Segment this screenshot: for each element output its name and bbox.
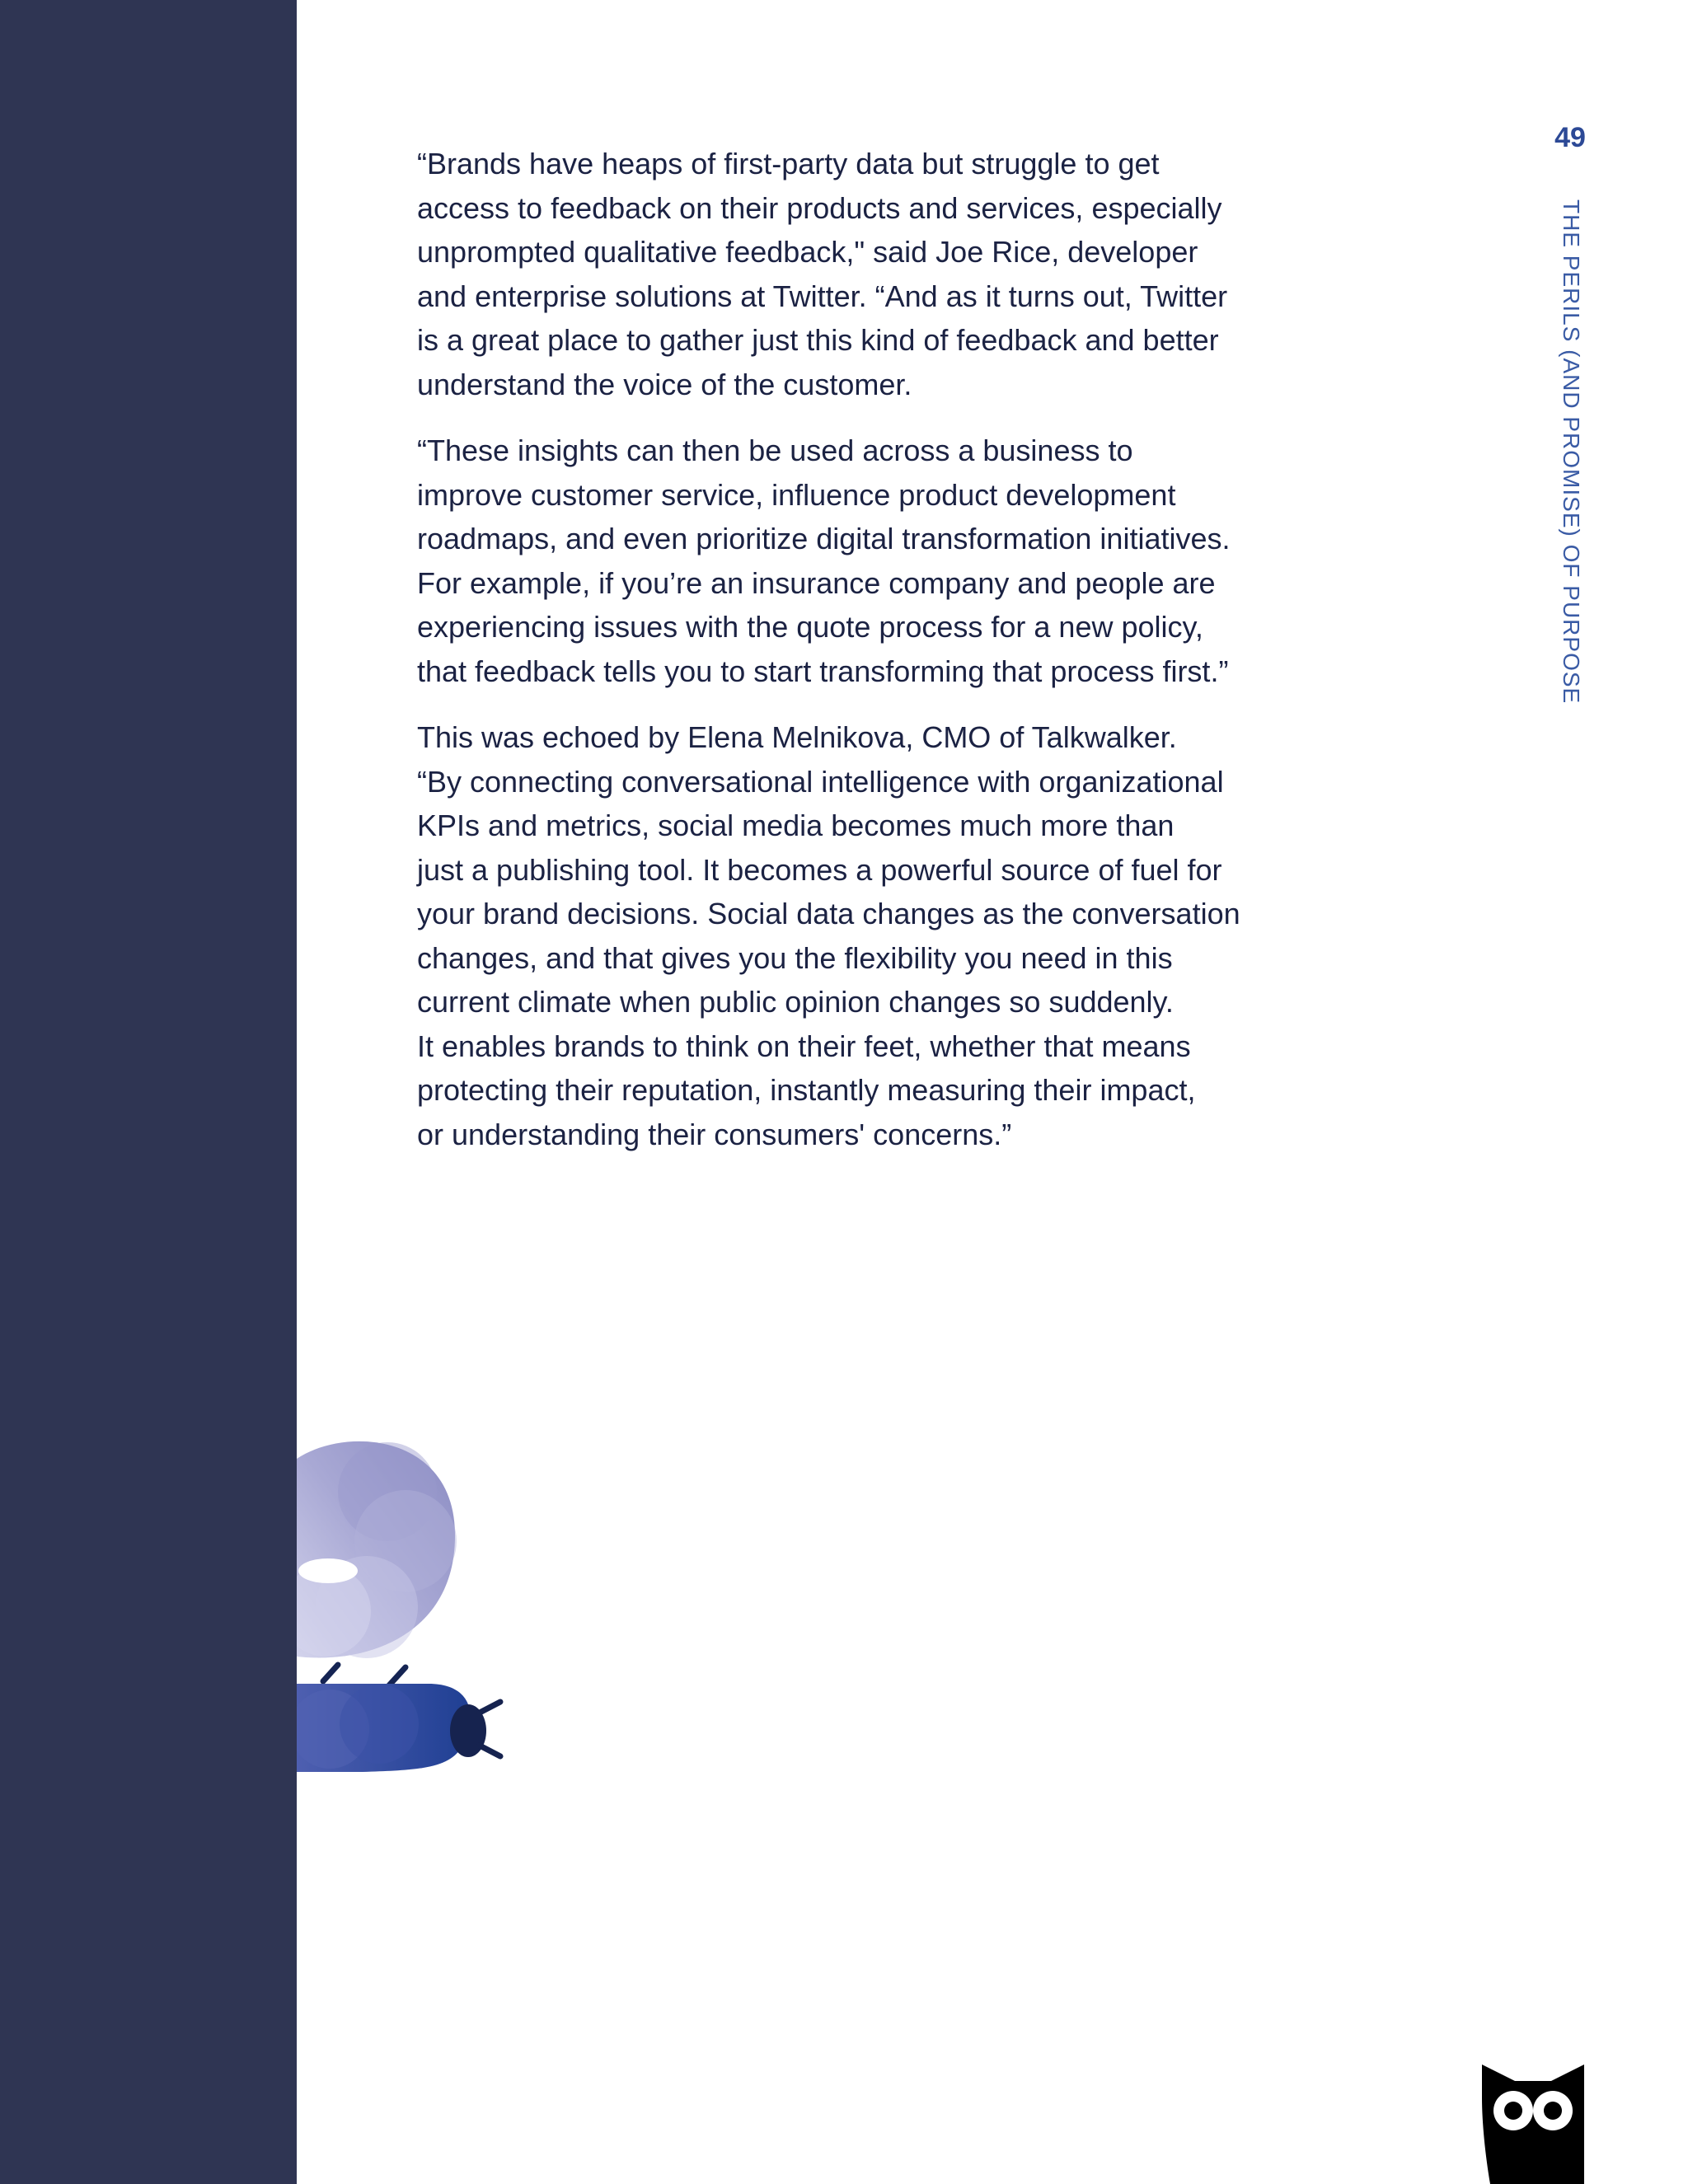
page-number: 49 — [1554, 122, 1586, 153]
paragraph-2: “These insights can then be used across a business to improve customer service, influence product development roadmaps, and even prioritize digital transformation initiatives. For example, if you’re an insurance company and people are experiencing issues with the quote process for a new policy, that feedback tells you to start transforming that process first.” — [417, 434, 1231, 688]
owl-logo-icon — [1475, 2064, 1591, 2184]
body-text — [417, 142, 1274, 1179]
paragraph-3: This was echoed by Elena Melnikova, CMO of Talkwalker. “By connecting conversational intelligence with organizational KPIs and metrics, social media becomes much more than just a publishing tool. It becomes a powerful source of fuel for your brand decisions. Social data changes as the conversation changes, and that gives you the flexibility you need in this current climate when public opinion changes so suddenly. It enables brands to think on their feet, whether that means protecting their reputation, instantly measuring their impact, or understanding their consumers' concerns.” — [417, 720, 1240, 1151]
left-sidebar-band — [0, 0, 297, 2184]
running-header: THE PERILS (AND PROMISE) OF PURPOSE — [1559, 199, 1584, 705]
paragraph-1: “Brands have heaps of first-party data but struggle to get access to feedback on their products and services, especially unprompted qualitative feedback," said Joe Rice, developer and enterprise solutions at Twitter. “And as it turns out, Twitter is a great place to gather just this kind of feedback and better understand the voice of the customer. — [417, 147, 1228, 401]
caterpillar-illustration — [0, 1434, 528, 1813]
